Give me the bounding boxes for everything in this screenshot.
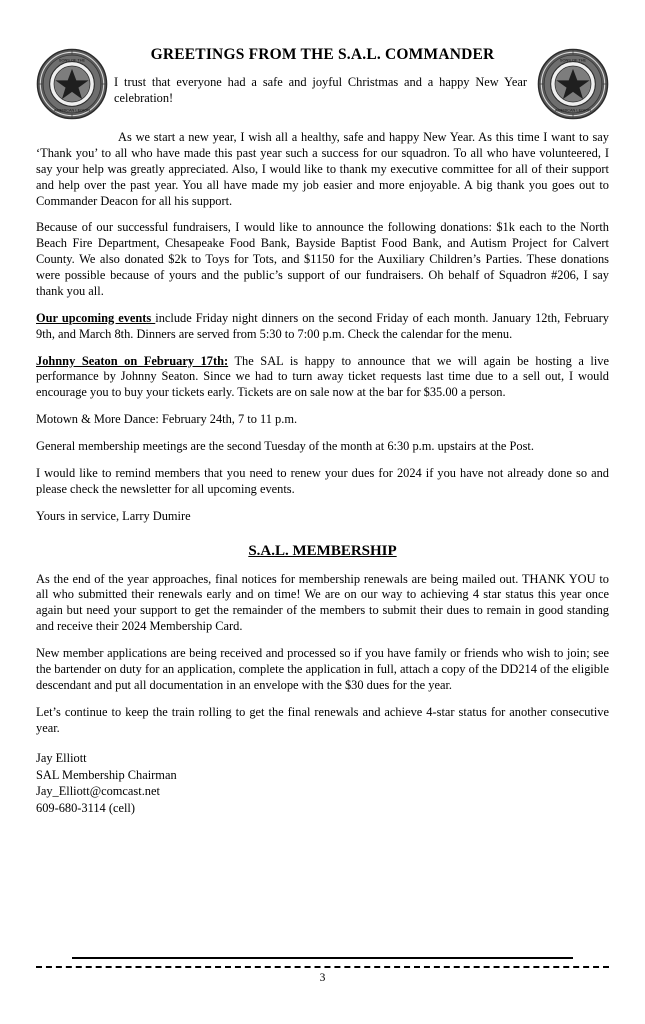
commander-paragraph-1-text: As we start a new year, I wish all a healthy, safe and happy New Year. As this time I want to say ‘Thank you’ to all who have made this past year such a success for our squadron. To all who have volunteered, I say your help was greatly appreciated. Also, I would like to thank my executive committee for all of their support and help over the past year. You all have made my job easier and more enjoyable. A big thank you goes out to Commander Deacon for all his support. (36, 130, 609, 208)
commander-section-title: GREETINGS FROM THE S.A.L. COMMANDER (150, 46, 495, 63)
contact-email: Jay_Elliott@comcast.net (36, 784, 160, 799)
commander-dues-reminder: I would like to remind members that you need to renew your dues for 2024 if you have not already done so and please check the newsletter for all upcoming events. (36, 465, 609, 496)
page-number: 3 (319, 972, 326, 984)
commander-johnny-seaton (36, 354, 609, 402)
footer-dashed-divider (36, 966, 609, 968)
contact-role: SAL Membership Chairman (36, 767, 177, 782)
upcoming-events-text: include Friday night dinners on the second Friday of each month. January 12th, February 9th, and March 8th. Dinners are served from 5:30 to 7:00 p.m. Check the calendar for the menu. (36, 310, 609, 341)
commander-paragraph-2: Because of our successful fundraisers, I would like to announce the following donations: $1k each to the North Beach Fire Department, Chesapeake Food Bank, Bayside Baptist Food Bank, and Autism Project for Calvert County. We also donated $2k to Toys for Tots, and $1150 for the Auxiliary Children’s Parties. These donations were possible because of yours and the public’s support of our fundraisers. Oh behalf of Squadron #206, I say thank you all. (36, 220, 609, 298)
membership-section-title: S.A.L. MEMBERSHIP (248, 542, 397, 559)
johnny-seaton-lead: Johnny Seaton on February 17th: (36, 353, 229, 368)
contact-name: Jay Elliott (36, 751, 87, 766)
footer-solid-divider (72, 957, 573, 959)
commander-upcoming-events (36, 311, 609, 343)
membership-paragraph-3: Let’s continue to keep the train rolling to get the final renewals and achieve 4-star status for another consecutive year. (36, 704, 609, 735)
membership-paragraph-2: New member applications are being received and processed so if you have family or friends who wish to join; see the bartender on duty for an application, complete the application in full, attach a copy of the DD214 of the eligible descendant and put all documentation in an envelope with the $30 dues for the year. (36, 646, 609, 692)
commander-motown-dance: Motown & More Dance: February 24th, 7 to 11 p.m. (36, 412, 298, 427)
johnny-seaton-text: The SAL is happy to announce that we will again be hosting a live performance by Johnny Seaton. Since we had to turn away ticket requests last time due to a sell out, I would encourage you to buy your tickets early. Tickets are on sale now at the bar for $35.00 a person. (36, 353, 609, 400)
svg-text:SONS OF THE: SONS OF THE (559, 57, 587, 63)
membership-contact-block (36, 750, 609, 816)
upcoming-events-lead: Our upcoming events (36, 310, 156, 325)
contact-phone: 609-680-3114 (cell) (36, 800, 135, 815)
commander-meetings: General membership meetings are the second Tuesday of the month at 6:30 p.m. upstairs at the Post. (36, 439, 534, 453)
membership-paragraph-1: As the end of the year approaches, final notices for membership renewals are being mailed out. THANK YOU to all who submitted their renewals early and on time! We are on our way to achieving 4 star status this year once again but need your support to get the remainder of the members to submit their dues to remain in good standing and receive their 2024 Membership Card. (36, 571, 609, 634)
svg-text:AMERICAN LEGION: AMERICAN LEGION (53, 107, 91, 113)
svg-text:SONS OF THE: SONS OF THE (58, 57, 86, 63)
svg-text:AMERICAN LEGION: AMERICAN LEGION (554, 107, 592, 113)
commander-intro-text: I trust that everyone had a safe and joyful Christmas and a happy New Year celebration! (114, 75, 527, 106)
commander-paragraph-1 (36, 130, 609, 209)
commander-signoff: Yours in service, Larry Dumire (36, 508, 191, 523)
commander-intro-block (36, 74, 609, 130)
page-footer (0, 957, 645, 984)
